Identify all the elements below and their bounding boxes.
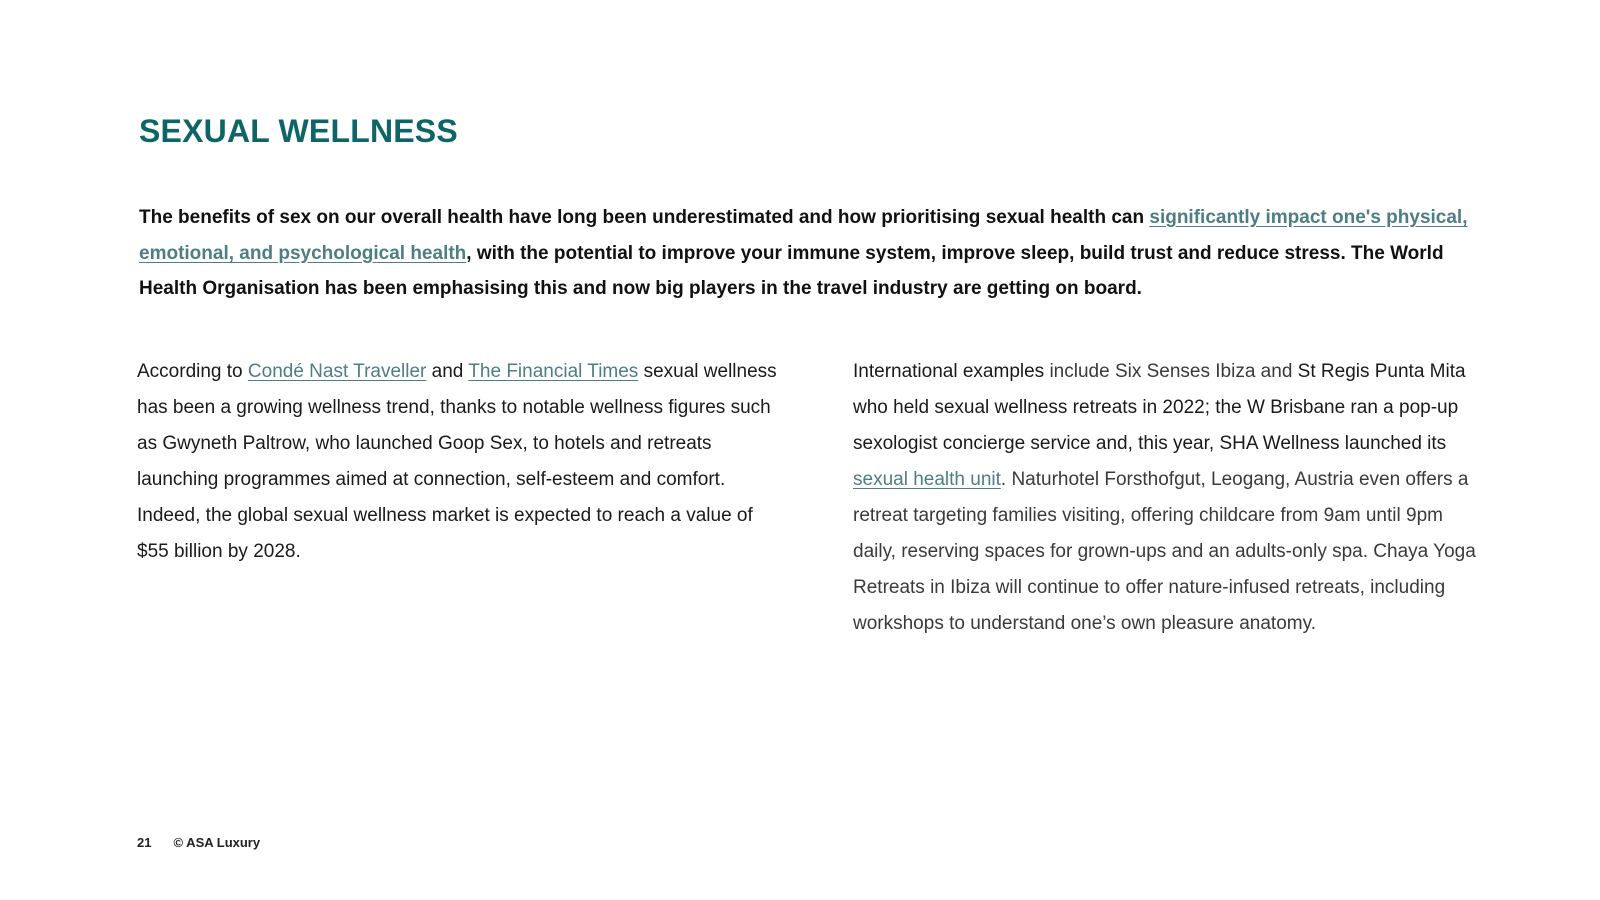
left-text-1: According to: [137, 361, 248, 382]
right-text-2: include Six Senses Ibiza and: [1049, 361, 1293, 382]
page-title: SEXUAL WELLNESS: [139, 113, 458, 149]
intro-health-link[interactable]: significantly impact one's physical, emotional, and psychological health: [139, 207, 1468, 264]
left-text-2: and: [426, 361, 469, 382]
right-text-3: St Regis Punta Mita who held sexual wellness retreats in 2022; the W Brisbane ran a pop-up sexologist concierge service and, this year, SHA Wellness launched its: [853, 361, 1466, 454]
conde-nast-traveller-link[interactable]: Condé Nast Traveller: [247, 361, 427, 382]
intro-paragraph: [139, 200, 1474, 307]
sexual-health-unit-link[interactable]: sexual health unit: [853, 469, 1001, 490]
copyright-notice: © ASA Luxury: [173, 835, 261, 850]
page-number: 21: [137, 835, 152, 850]
intro-text-before-link: The benefits of sex on our overall health have long been underestimated and how prioritising sexual health can: [139, 207, 1150, 228]
financial-times-link[interactable]: The Financial Times: [468, 361, 639, 382]
left-text-3: sexual wellness has been a growing wellness trend, thanks to notable wellness figures such as Gwyneth Paltrow, who launched Goop Sex, to hotels and retreats launching programmes aimed at connection, self-esteem and comfort. Indeed, the global sexual wellness market is expected to reach a value of $55 billion by 2028.: [137, 361, 777, 562]
right-column-paragraph: [853, 354, 1490, 642]
page-footer: [137, 835, 260, 850]
right-text-1: International examples: [853, 361, 1050, 382]
intro-text-after-link: , with the potential to improve your immune system, improve sleep, build trust and reduce stress. The World Health Organisation has been emphasising this and now big players in the travel industry are getting on board.: [139, 242, 1444, 299]
left-column-paragraph: [137, 354, 777, 570]
right-text-4: . Naturhotel Forsthofgut, Leogang, Austria even offers a retreat targeting families visiting, offering childcare from 9am until 9pm daily, reserving spaces for grown-ups and an adults-only spa. Chaya Yoga Retreats in Ibiza will continue to offer nature-infused retreats, including workshops to understand one’s own pleasure anatomy.: [853, 469, 1476, 634]
